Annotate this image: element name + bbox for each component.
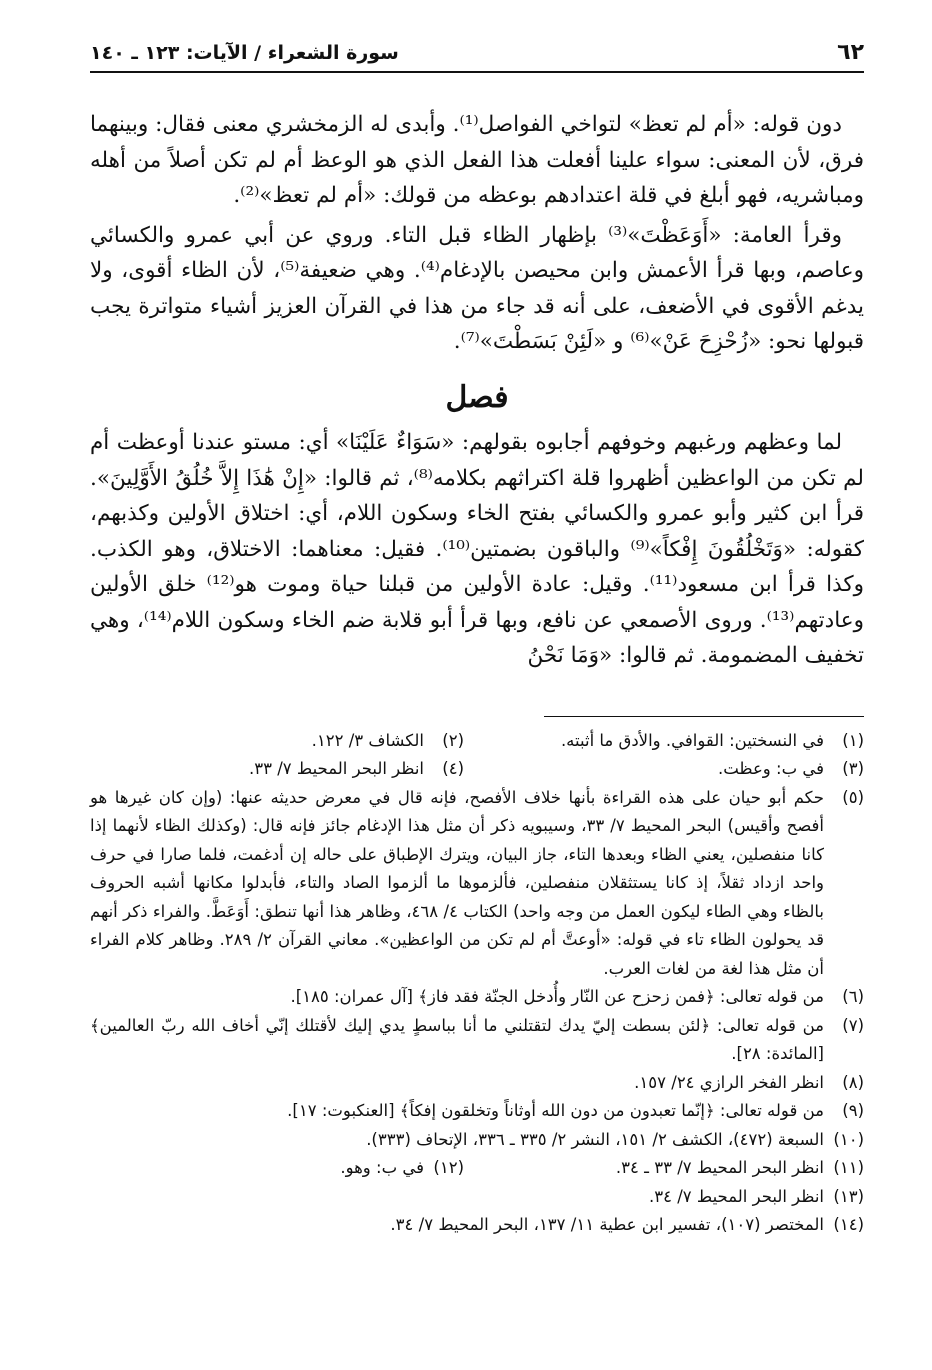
footnote-separator xyxy=(544,716,864,717)
footnote-text: انظر البحر المحيط ٧/ ٣٣ ـ ٣٤. xyxy=(615,1158,824,1177)
footnote-text: في النسختين: القوافي. والأدق ما أثبته. xyxy=(560,730,824,750)
page-number: ٦٢ xyxy=(837,40,864,65)
footnote-8 xyxy=(90,1069,864,1098)
footnote-6 xyxy=(90,983,864,1012)
footnote-text: في ب: وعظت. xyxy=(717,759,824,778)
footnote-text: من قوله تعالى: ﴿إنّما تعبدون من دون الله أوثاناً وتخلقون إفكاً﴾ [العنكبوت: ١٧]. xyxy=(287,1101,824,1120)
footnote-text: من قوله تعالى: ﴿فمن زحزح عن النّار وأُدخل الجنّة فقد فاز﴾ [آل عمران: ١٨٥]. xyxy=(290,987,824,1006)
section-title: فصل xyxy=(445,379,509,415)
footnotes xyxy=(90,727,864,1240)
footnote-number: (٤) xyxy=(442,759,464,778)
footnote-number: (٧) xyxy=(842,1015,864,1035)
footnote-number: (١٣) xyxy=(833,1186,864,1206)
page-header xyxy=(90,40,864,73)
paragraph-3: لما وعظهم ورغبهم وخوفهم أجابوه بقولهم: «سَوَاءٌ عَلَيْنَا» أي: مستو عندنا أوعظت أم لم تكن من الواعظين أظهروا قلة اكتراثهم بكلامه⁽⁸⁾، ثم قالوا: «إِنْ هَٰذَا إِلاَّ خُلُقُ الأَوَّلِينَ». قرأ ابن كثير وأبو عمرو والكسائي بفتح الخاء وسكون اللام، أي: اختلاق الأولين وكذبهم، كقوله: «وَتَخْلُقُونَ إِفْكاً»⁽⁹⁾ والباقون بضمتين⁽¹⁰⁾. فقيل: معناهما: الاختلاق، وهو الكذب. وكذا قرأ ابن مسعود⁽¹¹⁾. وقيل: عادة الأولين من قبلنا حياة وموت هو⁽¹²⁾ خلق الأولين وعادتهم⁽¹³⁾. وروى الأصمعي عن نافع، وبها قرأ أبو قلابة ضم الخاء وسكون اللام⁽¹⁴⁾، وهي تخفيف المضمومة. ثم قالوا: «وَمَا نَحْنُ xyxy=(90,430,864,668)
footnote-text: حكم أبو حيان على هذه القراءة بأنها خلاف الأفصح، فإنه قال في معرض حديثه عنها: (وإن كان غيرها هو أفصح وأقيس) البحر المحيط ٧/ ٣٣، وسيبويه ذكر أن مثل هذا الإدغام جائز فإنه قال: (وكذلك الظاء لأنهما إذا كانا منفصلين، يعني الظاء وبعدها التاء، جاز البيان، ويترك الإطباق على حاله إن أدغمت، فلما صارا في حرف واحد ازداد ثقلاً، إذ كانا يستثقلان منفصلين، فألزموها ما ألزموا الصاد والتاء، فأبدلوا مكانها أشبه الحروف بالظاء وهي الطاء ليكون العمل من وجه واحد) الكتاب ٤/ ٤٦٨، وظاهر هذا أنها تنطق: أَوَعَطَّ. والفراء ذكر أنهم قد يحولون الظاء تاء في قوله: «أوعتَّ أم لم تكن من الواعظين». معاني القرآن ٢/ ٢٨٩. وظاهر كلام الفراء أن مثل هذا لغة من لغات العرب. xyxy=(90,787,825,978)
footnote-10 xyxy=(90,1126,864,1155)
footnote-number: (١) xyxy=(842,730,864,750)
footnote-text: انظر الفخر الرازي ٢٤/ ١٥٧. xyxy=(634,1072,824,1092)
footnote-row xyxy=(90,1154,864,1183)
footnote-9 xyxy=(90,1097,864,1126)
main-text xyxy=(90,107,864,674)
footnote-text: المختصر (١٠٧)، تفسير ابن عطية ١١/ ١٣٧، البحر المحيط ٧/ ٣٤. xyxy=(390,1215,824,1234)
footnote-7 xyxy=(90,1012,864,1069)
footnote-number: (٥) xyxy=(842,787,864,807)
footnote-row xyxy=(90,755,864,784)
footnote-number: (٢) xyxy=(442,730,464,750)
footnote-text: انظر البحر المحيط ٧/ ٣٣. xyxy=(248,759,424,778)
footnote-text: انظر البحر المحيط ٧/ ٣٤. xyxy=(648,1186,824,1206)
page xyxy=(90,40,864,1240)
paragraph-1: دون قوله: «أم لم تعظ» لتواخي الفواصل⁽¹⁾. وأبدى له الزمخشري معنى فقال: وبينهما فرق، لأن المعنى: سواء علينا أفعلت هذا الفعل الذي هو الوعظ أم لم تكن أصلاً من أهله ومباشريه، فهو أبلغ في قلة اعتدادهم بوعظه من قولك: «أم لم تعظ»⁽²⁾. xyxy=(90,112,864,208)
footnote-number: (١٠) xyxy=(833,1129,864,1149)
footnote-number: (٣) xyxy=(842,759,864,778)
footnote-14 xyxy=(90,1211,864,1240)
footnote-text: الكشاف ٣/ ١٢٢. xyxy=(311,730,424,750)
footnote-number: (١١) xyxy=(833,1158,864,1177)
footnote-text: السبعة (٤٧٢)، الكشف ٢/ ١٥١، النشر ٢/ ٣٣٥ ـ ٣٣٦، الإتحاف (٣٣٣). xyxy=(366,1129,824,1149)
footnote-5 xyxy=(90,784,864,984)
footnote-number: (١٤) xyxy=(833,1215,864,1234)
footnote-text: في ب: وهو. xyxy=(340,1158,424,1177)
footnote-row xyxy=(90,727,864,756)
running-title: سورة الشعراء / الآيات: ١٢٣ ـ ١٤٠ xyxy=(90,42,399,64)
paragraph-2: وقرأ العامة: «أَوَعَظْتَ»⁽³⁾ بإظهار الظاء قبل التاء. وروي عن أبي عمرو والكسائي وعاصم، وبها قرأ الأعمش وابن محيصن بالإدغام⁽⁴⁾. وهي ضعيفة⁽⁵⁾، لأن الظاء أقوى، ولا يدغم الأقوى في الأضعف، على أنه قد جاء من هذا في القرآن العزيز أشياء متواترة يجب قبولها نحو: «زُحْزِحَ عَنْ»⁽⁶⁾ و «لَئِنْ بَسَطْتَ»⁽⁷⁾. xyxy=(90,222,864,354)
footnote-number: (٩) xyxy=(842,1101,864,1120)
footnote-text: من قوله تعالى: ﴿لئن بسطت إليّ يدك لتقتلني ما أنا بباسطٍ يدي إليك لأقتلك إنّي أخاف الله ربّ العالمين﴾ [المائدة: ٢٨]. xyxy=(90,1015,824,1063)
footnote-13 xyxy=(90,1183,864,1212)
footnote-number: (٦) xyxy=(842,987,864,1006)
footnote-number: (١٢) xyxy=(433,1158,464,1177)
footnote-number: (٨) xyxy=(842,1072,864,1092)
